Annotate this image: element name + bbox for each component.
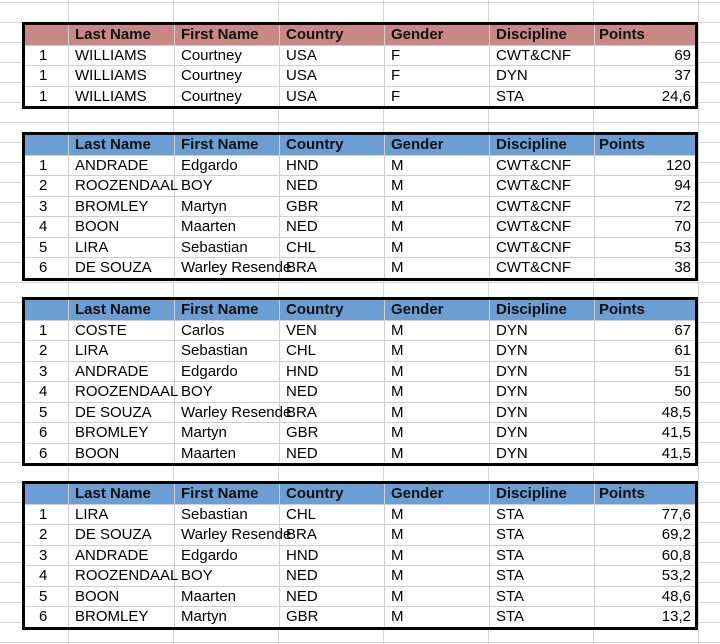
header-cell-points[interactable]: Points: [599, 485, 645, 502]
cell-first-name[interactable]: Sebastian: [175, 238, 280, 258]
cell-discipline[interactable]: DYN: [490, 66, 595, 86]
header-cell-discipline[interactable]: Discipline: [490, 484, 595, 504]
table-row: [25, 504, 695, 525]
header-cell-rank[interactable]: [25, 484, 69, 504]
cell-country[interactable]: HND: [280, 546, 385, 566]
cell-discipline[interactable]: STA: [490, 546, 595, 566]
header-cell-last-name[interactable]: Last Name: [69, 25, 175, 45]
cell-first-name[interactable]: Sebastian: [175, 505, 280, 525]
header-cell-gender[interactable]: Gender: [385, 300, 490, 320]
table-row: [25, 45, 695, 66]
cell-points[interactable]: 48,5: [661, 403, 691, 421]
cell-last-name[interactable]: WILLIAMS: [69, 87, 175, 107]
header-cell-last-name[interactable]: Last Name: [69, 300, 175, 320]
cell-last-name[interactable]: LIRA: [69, 505, 175, 525]
cell-rank[interactable]: 5: [25, 403, 69, 423]
cell-first-name[interactable]: Courtney: [175, 46, 280, 66]
cell-last-name[interactable]: ANDRADE: [69, 362, 175, 382]
cell-points[interactable]: 94: [674, 177, 691, 194]
cell-points[interactable]: 13,2: [661, 608, 691, 625]
table-row: [25, 381, 695, 402]
cell-gender[interactable]: M: [385, 403, 490, 423]
cell-last-name[interactable]: DE SOUZA: [69, 403, 175, 423]
cell-discipline[interactable]: STA: [490, 87, 595, 107]
cell-rank[interactable]: 5: [25, 587, 69, 607]
results-table: [22, 297, 698, 466]
cell-discipline[interactable]: STA: [490, 505, 595, 525]
cell-points[interactable]: 77,6: [661, 505, 691, 523]
cell-country[interactable]: USA: [280, 87, 385, 107]
cell-rank[interactable]: 3: [25, 546, 69, 566]
cell-rank[interactable]: 1: [25, 87, 69, 107]
cell-discipline[interactable]: DYN: [490, 341, 595, 361]
header-cell-rank[interactable]: [25, 300, 69, 320]
cell-gender[interactable]: M: [385, 156, 490, 176]
cell-rank[interactable]: 1: [25, 66, 69, 86]
cell-rank[interactable]: 4: [25, 382, 69, 402]
cell-first-name[interactable]: Edgardo: [175, 156, 280, 176]
table-row: [25, 155, 695, 176]
cell-points[interactable]: 72: [674, 197, 691, 215]
cell-first-name[interactable]: Edgardo: [175, 362, 280, 382]
cell-points[interactable]: 48,6: [661, 587, 691, 605]
cell-first-name[interactable]: Sebastian: [175, 341, 280, 361]
cell-gender[interactable]: M: [385, 546, 490, 566]
table-row: [25, 65, 695, 86]
cell-last-name[interactable]: BROMLEY: [69, 423, 175, 443]
cell-discipline[interactable]: DYN: [490, 382, 595, 402]
cell-points[interactable]: 37: [674, 67, 691, 84]
cell-discipline[interactable]: CWT&CNF: [490, 156, 595, 176]
cell-gender[interactable]: M: [385, 382, 490, 402]
cell-rank[interactable]: 1: [25, 505, 69, 525]
cell-first-name[interactable]: Warley Resende: [175, 403, 280, 423]
cell-first-name[interactable]: Martyn: [175, 607, 280, 627]
cell-points[interactable]: 50: [674, 383, 691, 400]
table-row: [25, 216, 695, 237]
cell-first-name[interactable]: Maarten: [175, 587, 280, 607]
cell-country[interactable]: NED: [280, 217, 385, 237]
cell-points[interactable]: 53: [674, 238, 691, 256]
cell-last-name[interactable]: DE SOUZA: [69, 258, 175, 278]
cell-gender[interactable]: M: [385, 444, 490, 464]
header-cell-discipline[interactable]: Discipline: [490, 300, 595, 320]
cell-rank[interactable]: 2: [25, 341, 69, 361]
cell-country[interactable]: NED: [280, 176, 385, 196]
header-cell-first-name[interactable]: First Name: [175, 484, 280, 504]
header-cell-gender[interactable]: Gender: [385, 25, 490, 45]
cell-points[interactable]: 53,2: [661, 567, 691, 584]
cell-country[interactable]: NED: [280, 444, 385, 464]
cell-discipline[interactable]: CWT&CNF: [490, 258, 595, 278]
table-row: [25, 422, 695, 443]
cell-last-name[interactable]: BROMLEY: [69, 197, 175, 217]
cell-discipline[interactable]: DYN: [490, 444, 595, 464]
header-cell-discipline[interactable]: Discipline: [490, 25, 595, 45]
cell-discipline[interactable]: DYN: [490, 403, 595, 423]
cell-discipline[interactable]: CWT&CNF: [490, 197, 595, 217]
cell-gender[interactable]: M: [385, 505, 490, 525]
table-row: [25, 196, 695, 217]
table-row: [25, 402, 695, 423]
table-row: [25, 443, 695, 464]
header-cell-rank[interactable]: [25, 135, 69, 155]
header-cell-rank[interactable]: [25, 25, 69, 45]
cell-points[interactable]: 60,8: [661, 546, 691, 564]
cell-discipline[interactable]: DYN: [490, 423, 595, 443]
cell-rank[interactable]: 6: [25, 423, 69, 443]
table-row: [25, 586, 695, 607]
cell-first-name[interactable]: BOY: [175, 382, 280, 402]
cell-country[interactable]: USA: [280, 66, 385, 86]
header-cell-first-name[interactable]: First Name: [175, 300, 280, 320]
cell-discipline[interactable]: CWT&CNF: [490, 46, 595, 66]
cell-country[interactable]: BRA: [280, 403, 385, 423]
cell-rank[interactable]: 4: [25, 566, 69, 586]
cell-gender[interactable]: M: [385, 607, 490, 627]
header-cell-first-name[interactable]: First Name: [175, 135, 280, 155]
cell-rank[interactable]: 6: [25, 258, 69, 278]
header-cell-last-name[interactable]: Last Name: [69, 135, 175, 155]
cell-last-name[interactable]: ANDRADE: [69, 156, 175, 176]
table-row: [25, 86, 695, 107]
cell-first-name[interactable]: Martyn: [175, 423, 280, 443]
cell-gender[interactable]: M: [385, 423, 490, 443]
cell-gender[interactable]: M: [385, 217, 490, 237]
cell-country[interactable]: VEN: [280, 321, 385, 341]
table-header-row: [25, 135, 695, 155]
cell-last-name[interactable]: ROOZENDAAL: [69, 176, 175, 196]
cell-first-name[interactable]: BOY: [175, 176, 280, 196]
cell-discipline[interactable]: STA: [490, 587, 595, 607]
cell-last-name[interactable]: BROMLEY: [69, 607, 175, 627]
cell-discipline[interactable]: CWT&CNF: [490, 238, 595, 258]
cell-last-name[interactable]: WILLIAMS: [69, 66, 175, 86]
table-row: [25, 565, 695, 586]
cell-points[interactable]: 69: [674, 46, 691, 64]
cell-first-name[interactable]: Martyn: [175, 197, 280, 217]
cell-gender[interactable]: M: [385, 566, 490, 586]
cell-country[interactable]: CHL: [280, 238, 385, 258]
header-cell-gender[interactable]: Gender: [385, 484, 490, 504]
cell-gender[interactable]: M: [385, 341, 490, 361]
cell-points[interactable]: 69,2: [661, 526, 691, 543]
header-cell-gender[interactable]: Gender: [385, 135, 490, 155]
cell-rank[interactable]: 6: [25, 444, 69, 464]
cell-country[interactable]: BRA: [280, 525, 385, 545]
table-row: [25, 320, 695, 341]
results-table: [22, 481, 698, 630]
cell-discipline[interactable]: STA: [490, 607, 595, 627]
cell-points[interactable]: 24,6: [661, 87, 691, 105]
header-cell-last-name[interactable]: Last Name: [69, 484, 175, 504]
cell-rank[interactable]: 6: [25, 607, 69, 627]
cell-country[interactable]: NED: [280, 587, 385, 607]
cell-gender[interactable]: M: [385, 238, 490, 258]
header-cell-points[interactable]: Points: [599, 136, 645, 153]
cell-first-name[interactable]: Courtney: [175, 66, 280, 86]
cell-first-name[interactable]: Edgardo: [175, 546, 280, 566]
cell-rank[interactable]: 3: [25, 362, 69, 382]
cell-country[interactable]: GBR: [280, 197, 385, 217]
cell-last-name[interactable]: BOON: [69, 444, 175, 464]
cell-discipline[interactable]: DYN: [490, 362, 595, 382]
cell-points[interactable]: 70: [674, 218, 691, 235]
table-header-row: [25, 25, 695, 45]
table-row: [25, 340, 695, 361]
cell-country[interactable]: HND: [280, 156, 385, 176]
table-row: [25, 237, 695, 258]
cell-last-name[interactable]: LIRA: [69, 238, 175, 258]
cell-rank[interactable]: 4: [25, 217, 69, 237]
cell-last-name[interactable]: ROOZENDAAL: [69, 382, 175, 402]
cell-discipline[interactable]: CWT&CNF: [490, 176, 595, 196]
cell-rank[interactable]: 1: [25, 321, 69, 341]
cell-country[interactable]: BRA: [280, 258, 385, 278]
cell-rank[interactable]: 1: [25, 46, 69, 66]
cell-first-name[interactable]: BOY: [175, 566, 280, 586]
cell-last-name[interactable]: BOON: [69, 587, 175, 607]
header-cell-country[interactable]: Country: [280, 300, 385, 320]
cell-country[interactable]: NED: [280, 382, 385, 402]
header-cell-country[interactable]: Country: [280, 25, 385, 45]
cell-country[interactable]: CHL: [280, 505, 385, 525]
cell-last-name[interactable]: WILLIAMS: [69, 46, 175, 66]
cell-points[interactable]: 67: [674, 321, 691, 339]
cell-country[interactable]: NED: [280, 566, 385, 586]
table-row: [25, 257, 695, 278]
cell-gender[interactable]: M: [385, 258, 490, 278]
cell-first-name[interactable]: Carlos: [175, 321, 280, 341]
cell-gender[interactable]: M: [385, 362, 490, 382]
table-row: [25, 361, 695, 382]
cell-gender[interactable]: F: [385, 46, 490, 66]
results-table: [22, 22, 698, 109]
cell-discipline[interactable]: CWT&CNF: [490, 217, 595, 237]
header-cell-country[interactable]: Country: [280, 484, 385, 504]
cell-first-name[interactable]: Courtney: [175, 87, 280, 107]
cell-gender[interactable]: M: [385, 525, 490, 545]
cell-last-name[interactable]: COSTE: [69, 321, 175, 341]
cell-gender[interactable]: M: [385, 587, 490, 607]
cell-first-name[interactable]: Warley Resende: [175, 258, 280, 278]
header-cell-discipline[interactable]: Discipline: [490, 135, 595, 155]
cell-rank[interactable]: 3: [25, 197, 69, 217]
cell-points[interactable]: 38: [674, 259, 691, 276]
cell-country[interactable]: HND: [280, 362, 385, 382]
cell-points[interactable]: 41,5: [661, 444, 691, 462]
cell-discipline[interactable]: DYN: [490, 321, 595, 341]
cell-last-name[interactable]: BOON: [69, 217, 175, 237]
cell-country[interactable]: USA: [280, 46, 385, 66]
table-row: [25, 606, 695, 627]
cell-country[interactable]: GBR: [280, 423, 385, 443]
header-cell-points[interactable]: Points: [599, 301, 645, 318]
results-table: [22, 132, 698, 281]
table-row: [25, 524, 695, 545]
cell-first-name[interactable]: Maarten: [175, 217, 280, 237]
cell-rank[interactable]: 1: [25, 156, 69, 176]
cell-last-name[interactable]: ANDRADE: [69, 546, 175, 566]
table-row: [25, 175, 695, 196]
cell-first-name[interactable]: Maarten: [175, 444, 280, 464]
table-header-row: [25, 484, 695, 504]
header-cell-points[interactable]: Points: [599, 26, 645, 43]
cell-last-name[interactable]: DE SOUZA: [69, 525, 175, 545]
cell-country[interactable]: GBR: [280, 607, 385, 627]
cell-points[interactable]: 51: [674, 362, 691, 380]
cell-last-name[interactable]: LIRA: [69, 341, 175, 361]
cell-points[interactable]: 120: [665, 156, 691, 174]
cell-gender[interactable]: M: [385, 321, 490, 341]
cell-points[interactable]: 41,5: [661, 424, 691, 441]
table-row: [25, 545, 695, 566]
cell-rank[interactable]: 2: [25, 176, 69, 196]
cell-discipline[interactable]: STA: [490, 525, 595, 545]
cell-country[interactable]: CHL: [280, 341, 385, 361]
cell-gender[interactable]: M: [385, 197, 490, 217]
cell-discipline[interactable]: STA: [490, 566, 595, 586]
header-cell-first-name[interactable]: First Name: [175, 25, 280, 45]
cell-gender[interactable]: M: [385, 176, 490, 196]
cell-last-name[interactable]: ROOZENDAAL: [69, 566, 175, 586]
cell-gender[interactable]: F: [385, 87, 490, 107]
cell-gender[interactable]: F: [385, 66, 490, 86]
table-header-row: [25, 300, 695, 320]
cell-rank[interactable]: 5: [25, 238, 69, 258]
header-cell-country[interactable]: Country: [280, 135, 385, 155]
cell-rank[interactable]: 2: [25, 525, 69, 545]
cell-first-name[interactable]: Warley Resende: [175, 525, 280, 545]
cell-points[interactable]: 61: [674, 342, 691, 359]
